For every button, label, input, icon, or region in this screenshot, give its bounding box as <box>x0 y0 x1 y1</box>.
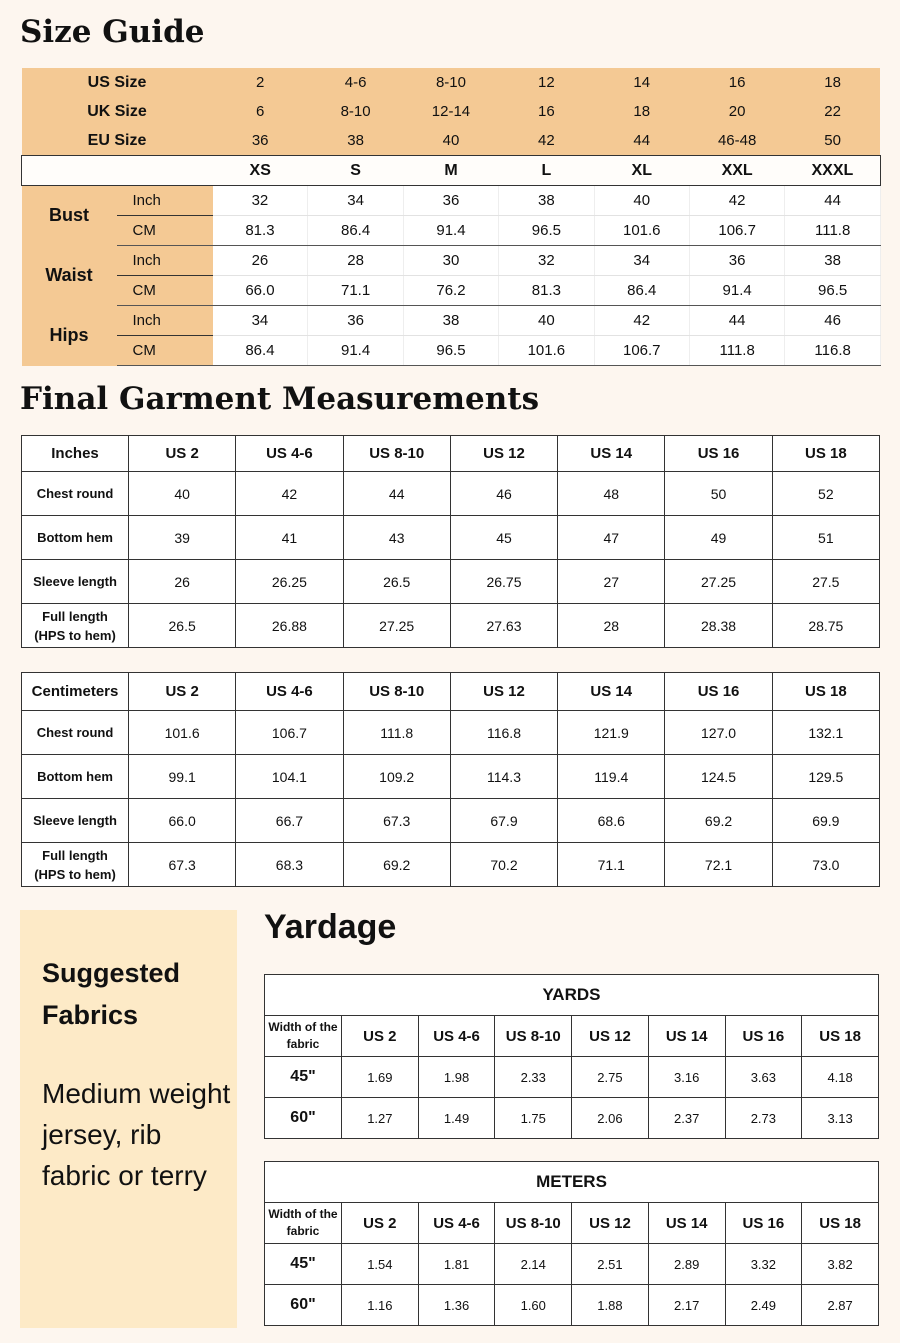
measurement-value: 46 <box>450 472 557 516</box>
measurement-value: 71.1 <box>308 276 403 306</box>
size-system-label: US Size <box>22 68 213 97</box>
fabric-width-header <box>265 1016 342 1057</box>
measurement-value: 28.75 <box>772 604 879 648</box>
size-header: US 8-10 <box>343 436 450 472</box>
meters-table <box>264 1161 879 1326</box>
body-measurement-row <box>22 186 881 216</box>
measurement-value: 101.6 <box>129 711 236 755</box>
unit-label: CM <box>117 336 213 366</box>
unit-label: CM <box>117 216 213 246</box>
yardage-row <box>265 1244 879 1285</box>
measurement-value: 111.8 <box>343 711 450 755</box>
measurement-value: 34 <box>213 306 308 336</box>
measurement-value: 96.5 <box>785 276 881 306</box>
measurement-value: 66.0 <box>213 276 308 306</box>
measurement-label-text: Chest round <box>36 725 114 740</box>
body-measurement-row <box>22 276 881 306</box>
suggested-fabrics-text: Medium weight jersey, rib fabric or terry <box>42 1078 231 1191</box>
size-value: 46-48 <box>689 126 784 156</box>
yardage-value: 1.75 <box>495 1098 572 1139</box>
yardage-value: 2.37 <box>648 1098 725 1139</box>
yardage-value: 3.16 <box>648 1057 725 1098</box>
grid-header-row <box>22 673 880 711</box>
measurement-value: 114.3 <box>450 755 557 799</box>
yardage-value: 2.49 <box>725 1285 802 1326</box>
yardage-value: 2.75 <box>572 1057 649 1098</box>
measurement-value: 91.4 <box>308 336 403 366</box>
measurement-value: 106.7 <box>594 336 689 366</box>
measurement-value: 70.2 <box>450 843 557 887</box>
yardage-value: 1.27 <box>342 1098 419 1139</box>
yardage-caption: YARDS <box>265 975 879 1016</box>
size-header: US 2 <box>129 673 236 711</box>
yardage-caption-row <box>265 975 879 1016</box>
measurement-value: 27.25 <box>665 560 772 604</box>
measurement-label <box>22 472 129 516</box>
body-measurement-row <box>22 306 881 336</box>
size-value: 4-6 <box>308 68 403 97</box>
size-value: 14 <box>594 68 689 97</box>
measurement-value: 27.63 <box>450 604 557 648</box>
yardage-caption-row <box>265 1162 879 1203</box>
measurement-value: 106.7 <box>689 216 784 246</box>
fabric-width-label: 60" <box>265 1285 342 1326</box>
size-row <box>22 97 881 126</box>
measurement-value: 101.6 <box>499 336 594 366</box>
measurement-label-text: Sleeve length <box>33 574 117 589</box>
measurement-value: 86.4 <box>594 276 689 306</box>
measurement-value: 116.8 <box>785 336 881 366</box>
measurement-label-text: Bottom hem <box>37 530 113 545</box>
measurement-value: 34 <box>594 246 689 276</box>
unit-label: Inch <box>117 246 213 276</box>
measurement-value: 39 <box>129 516 236 560</box>
size-value: 42 <box>499 126 594 156</box>
measurement-value: 111.8 <box>785 216 881 246</box>
grid-row <box>22 711 880 755</box>
measurement-label-text: Sleeve length <box>33 813 117 828</box>
size-guide-table <box>21 68 881 366</box>
suggested-fabrics-box <box>20 910 237 1328</box>
measurement-value: 26.5 <box>129 604 236 648</box>
body-part-label: Waist <box>22 246 117 306</box>
measurement-value: 48 <box>558 472 665 516</box>
measurement-value: 116.8 <box>450 711 557 755</box>
size-header: US 18 <box>802 1203 879 1244</box>
unit-label: CM <box>117 276 213 306</box>
measurement-label-subtext: (HPS to hem) <box>34 627 116 643</box>
measurement-value: 36 <box>689 246 784 276</box>
measurement-value: 67.3 <box>129 843 236 887</box>
size-header: US 4-6 <box>418 1016 495 1057</box>
letter-size: L <box>499 156 594 186</box>
unit-label: Inch <box>117 186 213 216</box>
measurement-value: 68.6 <box>558 799 665 843</box>
size-system-label: EU Size <box>22 126 213 156</box>
measurement-value: 68.3 <box>236 843 343 887</box>
size-header: US 4-6 <box>236 436 343 472</box>
measurement-value: 27 <box>558 560 665 604</box>
grid-row <box>22 755 880 799</box>
measurement-value: 69.2 <box>343 843 450 887</box>
size-header: US 12 <box>572 1016 649 1057</box>
yardage-value: 1.88 <box>572 1285 649 1326</box>
measurement-label-text: Full length <box>42 608 108 624</box>
yardage-value: 2.87 <box>802 1285 879 1326</box>
yardage-value: 2.14 <box>495 1244 572 1285</box>
suggested-fabrics-title: Suggested Fabrics <box>42 958 181 1030</box>
measurement-value: 51 <box>772 516 879 560</box>
letter-size: XXL <box>689 156 784 186</box>
yardage-value: 3.82 <box>802 1244 879 1285</box>
measurement-value: 26 <box>213 246 308 276</box>
yardage-value: 2.17 <box>648 1285 725 1326</box>
measurement-label <box>22 799 129 843</box>
measurement-value: 26 <box>129 560 236 604</box>
measurement-label-subtext: (HPS to hem) <box>34 866 116 882</box>
yardage-value: 2.51 <box>572 1244 649 1285</box>
size-header: US 16 <box>725 1016 802 1057</box>
yardage-value: 1.49 <box>418 1098 495 1139</box>
measurement-value: 32 <box>499 246 594 276</box>
measurement-value: 26.5 <box>343 560 450 604</box>
size-header: US 18 <box>772 673 879 711</box>
measurement-value: 73.0 <box>772 843 879 887</box>
letter-size: M <box>403 156 498 186</box>
measurement-value: 34 <box>308 186 403 216</box>
measurement-value: 28.38 <box>665 604 772 648</box>
yardage-row <box>265 1285 879 1326</box>
letter-size: XL <box>594 156 689 186</box>
body-measurement-row <box>22 216 881 246</box>
yardage-value: 1.16 <box>342 1285 419 1326</box>
measurement-value: 32 <box>213 186 308 216</box>
letter-size: XXXL <box>785 156 881 186</box>
size-header: US 8-10 <box>495 1203 572 1244</box>
measurement-value: 42 <box>236 472 343 516</box>
measurement-value: 106.7 <box>236 711 343 755</box>
measurement-value: 44 <box>343 472 450 516</box>
grid-row <box>22 516 880 560</box>
grid-row <box>22 604 880 648</box>
fabric-width-header-subtext: fabric <box>286 1037 320 1051</box>
size-header: US 16 <box>665 673 772 711</box>
size-header: US 14 <box>648 1203 725 1244</box>
size-value: 12-14 <box>403 97 498 126</box>
measurement-value: 109.2 <box>343 755 450 799</box>
size-header: US 12 <box>450 436 557 472</box>
body-measurement-row <box>22 336 881 366</box>
measurement-value: 44 <box>785 186 881 216</box>
centimeters-measurements-table <box>21 672 880 887</box>
size-header: US 12 <box>450 673 557 711</box>
yardage-value: 2.33 <box>495 1057 572 1098</box>
measurement-value: 47 <box>558 516 665 560</box>
measurement-value: 43 <box>343 516 450 560</box>
grid-header-row <box>22 436 880 472</box>
fabric-width-label: 45" <box>265 1244 342 1285</box>
measurement-value: 41 <box>236 516 343 560</box>
fabric-width-header-text: Width of the <box>268 1020 338 1034</box>
yardage-header-row <box>265 1016 879 1057</box>
size-value: 38 <box>308 126 403 156</box>
measurement-value: 46 <box>785 306 881 336</box>
size-header: US 4-6 <box>236 673 343 711</box>
size-value: 16 <box>499 97 594 126</box>
body-measurement-row <box>22 246 881 276</box>
measurement-label <box>22 516 129 560</box>
measurement-value: 38 <box>403 306 498 336</box>
measurement-label-text: Chest round <box>36 486 114 501</box>
measurement-value: 99.1 <box>129 755 236 799</box>
measurement-label-text: Bottom hem <box>37 769 113 784</box>
measurement-value: 27.5 <box>772 560 879 604</box>
yardage-value: 1.60 <box>495 1285 572 1326</box>
size-value: 16 <box>689 68 784 97</box>
measurement-value: 66.7 <box>236 799 343 843</box>
measurement-value: 132.1 <box>772 711 879 755</box>
size-value: 36 <box>213 126 308 156</box>
measurement-value: 121.9 <box>558 711 665 755</box>
measurement-value: 42 <box>689 186 784 216</box>
size-header: US 14 <box>558 673 665 711</box>
body-part-label: Bust <box>22 186 117 246</box>
inches-measurements-table <box>21 435 880 648</box>
size-value: 40 <box>403 126 498 156</box>
size-header: US 16 <box>725 1203 802 1244</box>
measurement-value: 26.25 <box>236 560 343 604</box>
measurement-value: 71.1 <box>558 843 665 887</box>
measurement-value: 96.5 <box>499 216 594 246</box>
yardage-value: 3.13 <box>802 1098 879 1139</box>
measurement-value: 26.88 <box>236 604 343 648</box>
yardage-value: 2.06 <box>572 1098 649 1139</box>
size-value: 18 <box>785 68 881 97</box>
letter-size: XS <box>213 156 308 186</box>
measurement-value: 66.0 <box>129 799 236 843</box>
size-system-label: UK Size <box>22 97 213 126</box>
measurement-value: 40 <box>594 186 689 216</box>
measurement-value: 26.75 <box>450 560 557 604</box>
measurement-value: 127.0 <box>665 711 772 755</box>
grid-row <box>22 799 880 843</box>
measurement-value: 67.3 <box>343 799 450 843</box>
size-header: US 12 <box>572 1203 649 1244</box>
measurement-value: 76.2 <box>403 276 498 306</box>
size-header: US 14 <box>558 436 665 472</box>
letter-size-spacer <box>22 156 213 186</box>
size-value: 6 <box>213 97 308 126</box>
measurement-value: 45 <box>450 516 557 560</box>
measurement-value: 40 <box>499 306 594 336</box>
unit-header: Centimeters <box>22 673 129 711</box>
size-value: 22 <box>785 97 881 126</box>
size-value: 12 <box>499 68 594 97</box>
measurement-value: 42 <box>594 306 689 336</box>
size-header: US 4-6 <box>418 1203 495 1244</box>
size-value: 20 <box>689 97 784 126</box>
measurement-value: 101.6 <box>594 216 689 246</box>
measurement-value: 49 <box>665 516 772 560</box>
size-header: US 8-10 <box>495 1016 572 1057</box>
yardage-title: Yardage <box>264 908 397 946</box>
measurement-value: 52 <box>772 472 879 516</box>
size-row <box>22 68 881 97</box>
measurement-value: 91.4 <box>403 216 498 246</box>
yardage-row <box>265 1098 879 1139</box>
measurement-label <box>22 604 129 648</box>
yardage-value: 1.36 <box>418 1285 495 1326</box>
measurement-value: 30 <box>403 246 498 276</box>
size-header: US 18 <box>802 1016 879 1057</box>
yardage-row <box>265 1057 879 1098</box>
size-value: 18 <box>594 97 689 126</box>
measurement-value: 86.4 <box>308 216 403 246</box>
measurement-value: 104.1 <box>236 755 343 799</box>
size-row <box>22 126 881 156</box>
size-guide-title: Size Guide <box>20 14 205 50</box>
yards-table <box>264 974 879 1139</box>
measurement-value: 81.3 <box>213 216 308 246</box>
measurement-value: 81.3 <box>499 276 594 306</box>
body-part-label: Hips <box>22 306 117 366</box>
measurement-value: 28 <box>308 246 403 276</box>
measurement-value: 72.1 <box>665 843 772 887</box>
measurement-value: 119.4 <box>558 755 665 799</box>
measurement-value: 44 <box>689 306 784 336</box>
yardage-caption: METERS <box>265 1162 879 1203</box>
yardage-value: 2.73 <box>725 1098 802 1139</box>
grid-row <box>22 560 880 604</box>
yardage-value: 3.63 <box>725 1057 802 1098</box>
fabric-width-header-subtext: fabric <box>286 1224 320 1238</box>
fabric-width-label: 45" <box>265 1057 342 1098</box>
final-garment-title: Final Garment Measurements <box>20 381 540 417</box>
yardage-value: 3.32 <box>725 1244 802 1285</box>
measurement-value: 96.5 <box>403 336 498 366</box>
yardage-header-row <box>265 1203 879 1244</box>
yardage-value: 2.89 <box>648 1244 725 1285</box>
measurement-label <box>22 560 129 604</box>
yardage-value: 1.54 <box>342 1244 419 1285</box>
size-value: 8-10 <box>308 97 403 126</box>
letter-size-row <box>22 156 881 186</box>
size-header: US 18 <box>772 436 879 472</box>
size-value: 44 <box>594 126 689 156</box>
measurement-value: 86.4 <box>213 336 308 366</box>
size-header: US 2 <box>129 436 236 472</box>
measurement-value: 129.5 <box>772 755 879 799</box>
yardage-value: 1.81 <box>418 1244 495 1285</box>
measurement-value: 27.25 <box>343 604 450 648</box>
measurement-value: 111.8 <box>689 336 784 366</box>
size-header: US 2 <box>342 1203 419 1244</box>
measurement-value: 36 <box>403 186 498 216</box>
measurement-value: 38 <box>785 246 881 276</box>
fabric-width-label: 60" <box>265 1098 342 1139</box>
measurement-value: 91.4 <box>689 276 784 306</box>
measurement-value: 38 <box>499 186 594 216</box>
unit-label: Inch <box>117 306 213 336</box>
unit-header: Inches <box>22 436 129 472</box>
measurement-label <box>22 843 129 887</box>
size-header: US 14 <box>648 1016 725 1057</box>
measurement-value: 69.9 <box>772 799 879 843</box>
grid-row <box>22 472 880 516</box>
measurement-value: 124.5 <box>665 755 772 799</box>
measurement-label <box>22 755 129 799</box>
measurement-value: 67.9 <box>450 799 557 843</box>
measurement-value: 69.2 <box>665 799 772 843</box>
measurement-value: 40 <box>129 472 236 516</box>
letter-size: S <box>308 156 403 186</box>
size-header: US 8-10 <box>343 673 450 711</box>
yardage-value: 1.98 <box>418 1057 495 1098</box>
size-value: 2 <box>213 68 308 97</box>
measurement-value: 36 <box>308 306 403 336</box>
size-header: US 2 <box>342 1016 419 1057</box>
fabric-width-header-text: Width of the <box>268 1207 338 1221</box>
measurement-label <box>22 711 129 755</box>
measurement-label-text: Full length <box>42 847 108 863</box>
grid-row <box>22 843 880 887</box>
fabric-width-header <box>265 1203 342 1244</box>
size-header: US 16 <box>665 436 772 472</box>
yardage-value: 4.18 <box>802 1057 879 1098</box>
measurement-value: 50 <box>665 472 772 516</box>
measurement-value: 28 <box>558 604 665 648</box>
size-value: 50 <box>785 126 881 156</box>
yardage-value: 1.69 <box>342 1057 419 1098</box>
size-value: 8-10 <box>403 68 498 97</box>
